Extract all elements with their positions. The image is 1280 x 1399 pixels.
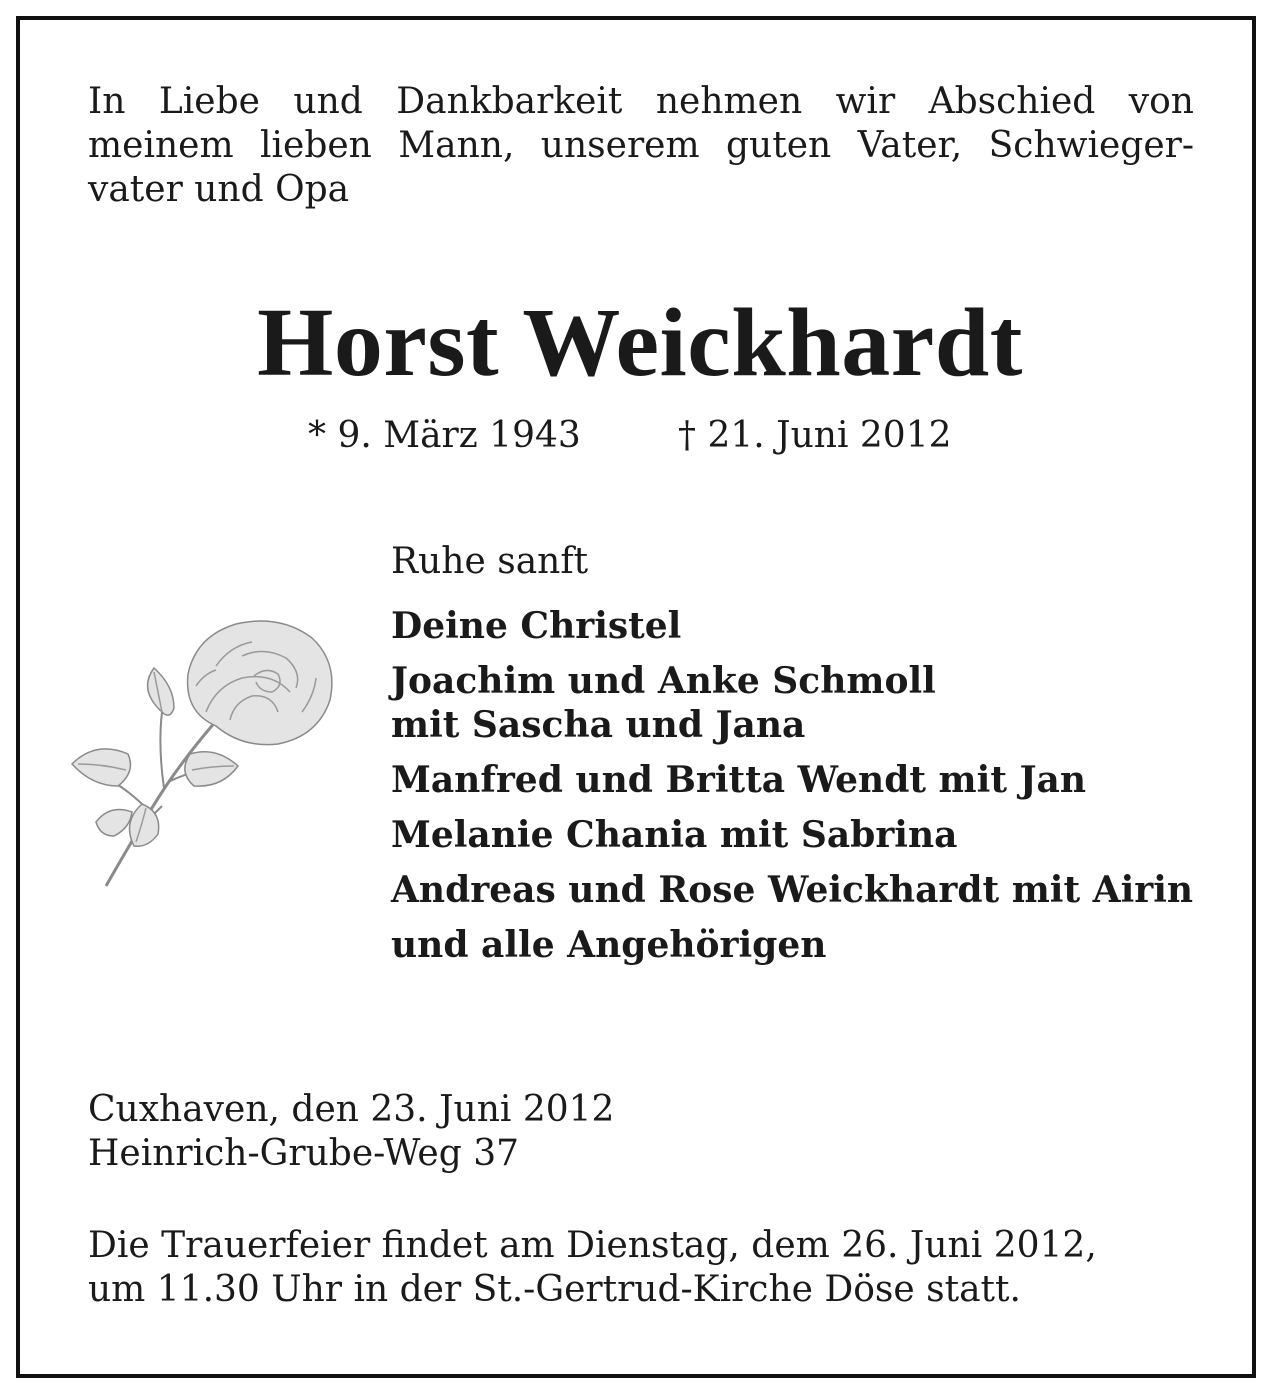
place-and-address	[88, 1088, 614, 1176]
mourner-entry	[391, 923, 1193, 967]
mourner-line: Joachim und Anke Schmoll	[391, 660, 936, 702]
mourner-entry	[391, 604, 1193, 648]
death-date: † 21. Juni 2012	[678, 415, 952, 456]
mourner-line: Manfred und Britta Wendt mit Jan	[391, 759, 1087, 801]
mourners-list	[391, 604, 1193, 978]
mourner-line: Melanie Chania mit Sabrina	[391, 814, 958, 856]
ceremony-line-1: Die Trauerfeier findet am Dienstag, dem 26. Juni 2012,	[88, 1225, 1097, 1266]
mourner-line: Andreas und Rose Weickhardt mit Airin	[391, 869, 1194, 911]
intro-text	[88, 80, 1194, 212]
ceremony-line-2: um 11.30 Uhr in der St.-Gertrud-Kirche Döse statt.	[88, 1269, 1021, 1310]
farewell-text: Ruhe sanft	[391, 541, 589, 582]
address-line: Heinrich-Grube-Weg 37	[88, 1133, 519, 1174]
mourner-entry	[391, 758, 1193, 802]
birth-date: * 9. März 1943	[308, 415, 581, 456]
rose-icon	[66, 616, 340, 892]
place-date-line: Cuxhaven, den 23. Juni 2012	[88, 1089, 615, 1130]
deceased-name: Horst Weickhardt	[257, 289, 1023, 397]
ceremony-notice	[88, 1224, 1194, 1312]
mourner-line: mit Sascha und Jana	[391, 704, 806, 746]
mourner-entry	[391, 813, 1193, 857]
mourner-entry	[391, 868, 1193, 912]
mourner-entry	[391, 659, 1193, 747]
intro-line-1: In Liebe und Dankbarkeit nehmen wir Abschied von	[88, 81, 1194, 122]
mourner-line: und alle Angehörigen	[391, 924, 827, 966]
intro-line-3: vater und Opa	[88, 169, 350, 210]
intro-line-2: meinem lieben Mann, unserem guten Vater, Schwieger-	[88, 125, 1194, 166]
mourner-line: Deine Christel	[391, 605, 682, 647]
